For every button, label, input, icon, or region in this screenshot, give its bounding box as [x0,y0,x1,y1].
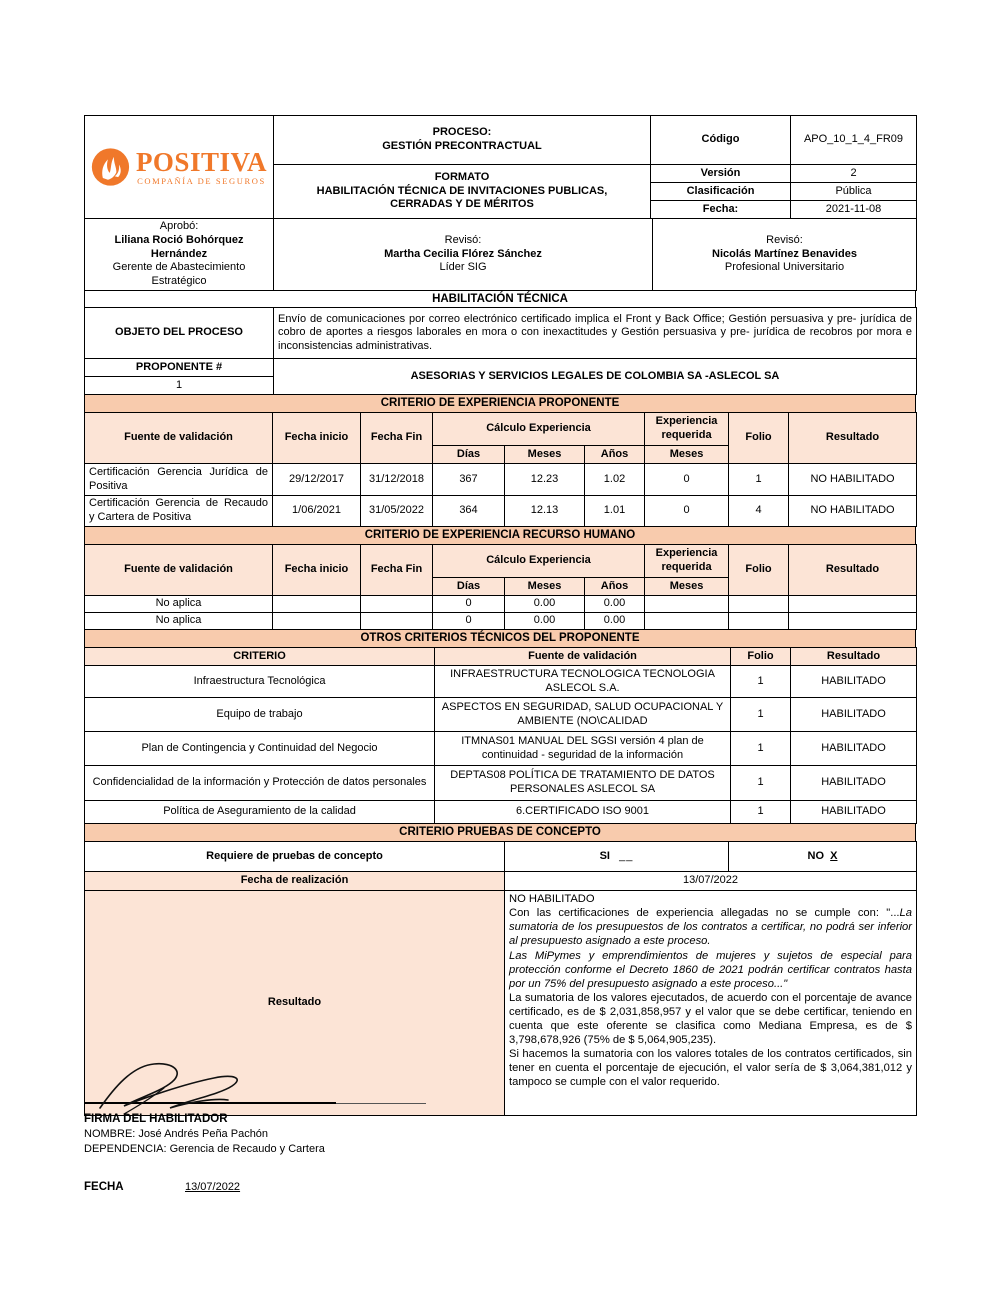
dependencia-line: DEPENDENCIA: Gerencia de Recaudo y Cartera [84,1143,325,1155]
cell-fecha-fin [361,613,433,630]
proceso-cell [274,116,651,165]
exp-proponente-row [85,496,917,527]
cell-folio: 1 [731,766,791,801]
col-fuente-validacion: Fuente de validación [85,545,273,596]
objeto-table [84,307,917,395]
col-meses: Meses [505,578,585,596]
otros-band: OTROS CRITERIOS TÉCNICOS DEL PROPONENTE [85,630,916,648]
reviso1-cell [274,219,653,291]
version-value: 2 [791,165,917,183]
col-fecha-fin: Fecha Fin [361,545,433,596]
exp-rh-row [85,613,917,630]
col-criterio: CRITERIO [85,648,435,666]
resultado-p1-italic: La sumatoria de los presupuestos de los contratos a certificar, no podrá ser inferior al presupuesto asignado a este proceso. [509,907,912,948]
cell-fecha-inicio [273,613,361,630]
cell-req [645,613,729,630]
exp-rh-row [85,596,917,613]
si-label: SI [599,849,610,862]
formato-title-line1: HABILITACIÓN TÉCNICA DE INVITACIONES PUBLICAS, [316,184,608,197]
cell-resultado: NO HABILITADO [789,496,917,527]
otros-row [85,666,917,698]
exp-proponente-table [84,412,917,527]
formato-cell [274,165,651,219]
cell-resultado: HABILITADO [791,766,917,801]
col-fuente-validacion: Fuente de validación [435,648,731,666]
reviso2-name: Nicolás Martínez Benavides [712,247,857,260]
cell-fuente: No aplica [85,596,273,613]
cell-anos: 0.00 [585,613,645,630]
cell-dias: 0 [433,613,505,630]
cell-dias: 367 [433,464,505,496]
col-fecha-inicio: Fecha inicio [273,413,361,464]
cell-criterio: Plan de Contingencia y Continuidad del Negocio [85,732,435,766]
cell-fecha-inicio: 1/06/2021 [273,496,361,527]
cell-fecha-fin [361,596,433,613]
cell-anos: 1.01 [585,496,645,527]
habilitacion-band-table [84,290,916,308]
col-folio: Folio [729,545,789,596]
col-resultado: Resultado [789,413,917,464]
col-fecha-inicio: Fecha inicio [273,545,361,596]
cell-folio: 1 [729,464,789,496]
resultado-para3: La sumatoria de los valores ejecutados, de acuerdo con el porcentaje de avance certificado, es de $ 2,031,858,957 y el valor que se debe certificar, teniendo en cuenta que este oferente se clasifica como Mediana Empresa, es de $ 3,798,678,926 (75% de $ 5,064,905,235). [509,991,912,1047]
cell-meses: 0.00 [505,596,585,613]
pruebas-band-table [84,823,916,842]
exp-proponente-row [85,464,917,496]
fecha-firma-value: 13/07/2022 [185,1181,241,1193]
col-fuente-validacion: Fuente de validación [85,413,273,464]
positiva-logo-icon [91,144,130,190]
exp-rh-band-table [84,526,916,545]
cell-resultado [789,596,917,613]
otros-row [85,766,917,801]
col-calculo-experiencia: Cálculo Experiencia [433,413,645,446]
aprobo-cell [85,219,274,291]
col-dias: Días [433,578,505,596]
resultado-para2: Las MiPymes y emprendimientos de mujeres y sujetos de especial para protección conforme el Decreto 1860 de 2021 podrán certificar contratos hasta por un 75% del presupuesto asignado a este proceso..." [509,949,912,990]
col-meses: Meses [505,446,585,464]
cell-resultado: HABILITADO [791,732,917,766]
col-resultado: Resultado [791,648,917,666]
cell-resultado: HABILITADO [791,801,917,824]
fecha-value: 2021-11-08 [791,201,917,219]
cell-fuente: INFRAESTRUCTURA TECNOLOGICA TECNOLOGIA ASLECOL S.A. [435,666,731,698]
col-resultado: Resultado [789,545,917,596]
col-anos: Años [585,446,645,464]
cell-dias: 364 [433,496,505,527]
requiere-label: Requiere de pruebas de concepto [85,842,505,872]
cell-req [645,596,729,613]
reviso1-label: Revisó: [444,233,482,246]
clasificacion-label: Clasificación [651,183,791,201]
codigo-value: APO_10_1_4_FR09 [791,116,917,165]
exp-rh-band: CRITERIO DE EXPERIENCIA RECURSO HUMANO [85,527,916,545]
cell-folio: 1 [731,732,791,766]
no-x-mark: X [830,849,838,862]
cell-fecha-fin: 31/05/2022 [361,496,433,527]
exp-proponente-band-table [84,394,916,413]
habilitacion-band: HABILITACIÓN TÉCNICA [85,290,916,307]
cell-fecha-fin: 31/12/2018 [361,464,433,496]
col-fecha-fin: Fecha Fin [361,413,433,464]
col-req-meses: Meses [645,446,729,464]
col-anos: Años [585,578,645,596]
cell-fuente: ITMNAS01 MANUAL DEL SGSI versión 4 plan de continuidad - seguridad de la información [435,732,731,766]
cell-fuente: DEPTAS08 POLÍTICA DE TRATAMIENTO DE DATOS PERSONALES ASLECOL SA [435,766,731,801]
fecha-label: Fecha: [651,201,791,219]
logo-text [135,146,267,186]
cell-dias: 0 [433,596,505,613]
otros-row [85,732,917,766]
cell-criterio: Infraestructura Tecnológica [85,666,435,698]
no-cell [729,842,917,872]
cell-req: 0 [645,496,729,527]
cell-fecha-inicio [273,596,361,613]
brand-subtitle: COMPAÑÍA DE SEGUROS [137,175,266,186]
aprobo-label: Aprobó: [159,220,199,232]
cell-folio [729,596,789,613]
otros-criterios-table [84,647,917,824]
exp-proponente-band: CRITERIO DE EXPERIENCIA PROPONENTE [85,395,916,413]
cell-anos: 1.02 [585,464,645,496]
col-folio: Folio [729,413,789,464]
cell-resultado: HABILITADO [791,666,917,698]
cell-resultado: HABILITADO [791,698,917,732]
cell-folio: 1 [731,801,791,824]
signature-line-extension [336,1103,426,1104]
cell-criterio: Política de Aseguramiento de la calidad [85,801,435,824]
col-req-meses: Meses [645,578,729,596]
signature-block [84,1058,684,1193]
col-folio: Folio [731,648,791,666]
resultado-para1 [509,906,912,948]
cell-fuente: 6.CERTIFICADO ISO 9001 [435,801,731,824]
clasificacion-value: Pública [791,183,917,201]
reviso2-role: Profesional Universitario [724,261,845,274]
codigo-label: Código [651,116,791,165]
document-header-table [84,115,917,219]
fecha-firma-row [84,1181,684,1193]
proceso-label: PROCESO: [432,126,492,139]
fecha-realizacion-value: 13/07/2022 [505,872,917,891]
cell-folio: 1 [731,698,791,732]
nombre-line: NOMBRE: José Andrés Peña Pachón [84,1128,269,1140]
cell-resultado [789,613,917,630]
brand-name: POSITIVA [135,146,267,177]
otros-band-table [84,629,916,648]
cell-meses: 12.13 [505,496,585,527]
col-calculo-experiencia: Cálculo Experiencia [433,545,645,578]
cell-criterio: Confidencialidad de la información y Protección de datos personales [85,766,435,801]
proponente-label: PROPONENTE # [85,359,274,377]
otros-row [85,698,917,732]
si-cell [505,842,729,872]
cell-folio: 1 [731,666,791,698]
logo-cell [85,116,274,219]
reviso1-role: Líder SIG [439,261,487,274]
col-experiencia-requerida: Experiencia requerida [645,413,729,446]
aprobo-name: Liliana Roció Bohórquez Hernández [114,233,244,260]
no-label: NO [807,849,825,862]
proponente-name: ASESORIAS Y SERVICIOS LEGALES DE COLOMBIA SA -ASLECOL SA [274,359,917,395]
fecha-firma-label: FECHA [84,1181,124,1193]
cell-meses: 0.00 [505,613,585,630]
reviso2-cell [653,219,917,291]
aprobo-role: Gerente de Abastecimiento Estratégico [112,261,246,287]
col-dias: Días [433,446,505,464]
resultado-para4: Si hacemos la sumatoria con los valores totales de los contratos certificados, sin tener en cuenta el porcentaje de ejecución, el valor sería de $ 3,064,381,012 y tampoco se cumple con el valor requerido. [509,1048,912,1089]
pruebas-band: CRITERIO PRUEBAS DE CONCEPTO [85,824,916,842]
proceso-value: GESTIÓN PRECONTRACTUAL [382,140,542,152]
cell-meses: 12.23 [505,464,585,496]
signature-line [84,1102,336,1104]
cell-resultado: NO HABILITADO [789,464,917,496]
cell-fuente: ASPECTOS EN SEGURIDAD, SALUD OCUPACIONAL Y AMBIENTE (NO\CALIDAD [435,698,731,732]
cell-fecha-inicio: 29/12/2017 [273,464,361,496]
resultado-label: Resultado [85,891,505,1116]
cell-folio: 4 [729,496,789,527]
cell-anos: 0.00 [585,596,645,613]
positiva-logo [89,140,269,194]
otros-row [85,801,917,824]
cell-criterio: Equipo de trabajo [85,698,435,732]
formato-title-line2: CERRADAS Y DE MÉRITOS [390,198,534,211]
cell-fuente: No aplica [85,613,273,630]
resultado-line1: NO HABILITADO [509,893,595,906]
exp-rh-table [84,544,917,630]
cell-fuente: Certificación Gerencia Jurídica de Positiva [85,464,273,496]
resultado-p1-normal: Con las certificaciones de experiencia allegadas no se cumple con: "... [509,907,900,920]
cell-folio [729,613,789,630]
version-label: Versión [651,165,791,183]
approvals-table [84,218,917,291]
fecha-realizacion-label: Fecha de realización [85,872,505,891]
cell-fuente: Certificación Gerencia de Recaudo y Cartera de Positiva [85,496,273,527]
objeto-text: Envío de comunicaciones por correo electrónico certificado implica el Front y Back Office; Gestión persuasiva y pre- jurídica de cobro de aportes a riesgos laborales en mora o con inexactitudes y Gestión persuasiva y pre- jurídica de recobros por mora e inconsistencias administrativas. [274,308,917,359]
formato-label: FORMATO [434,170,490,183]
reviso1-name: Martha Cecilia Flórez Sánchez [384,247,542,260]
cell-req: 0 [645,464,729,496]
reviso2-label: Revisó: [766,233,803,246]
objeto-label: OBJETO DEL PROCESO [85,308,274,359]
form-document [84,115,916,1116]
si-blank: __ [619,849,634,862]
col-experiencia-requerida: Experiencia requerida [645,545,729,578]
firma-label: FIRMA DEL HABILITADOR [84,1113,228,1125]
proponente-number: 1 [85,377,274,395]
signature-scribble [94,1058,294,1116]
